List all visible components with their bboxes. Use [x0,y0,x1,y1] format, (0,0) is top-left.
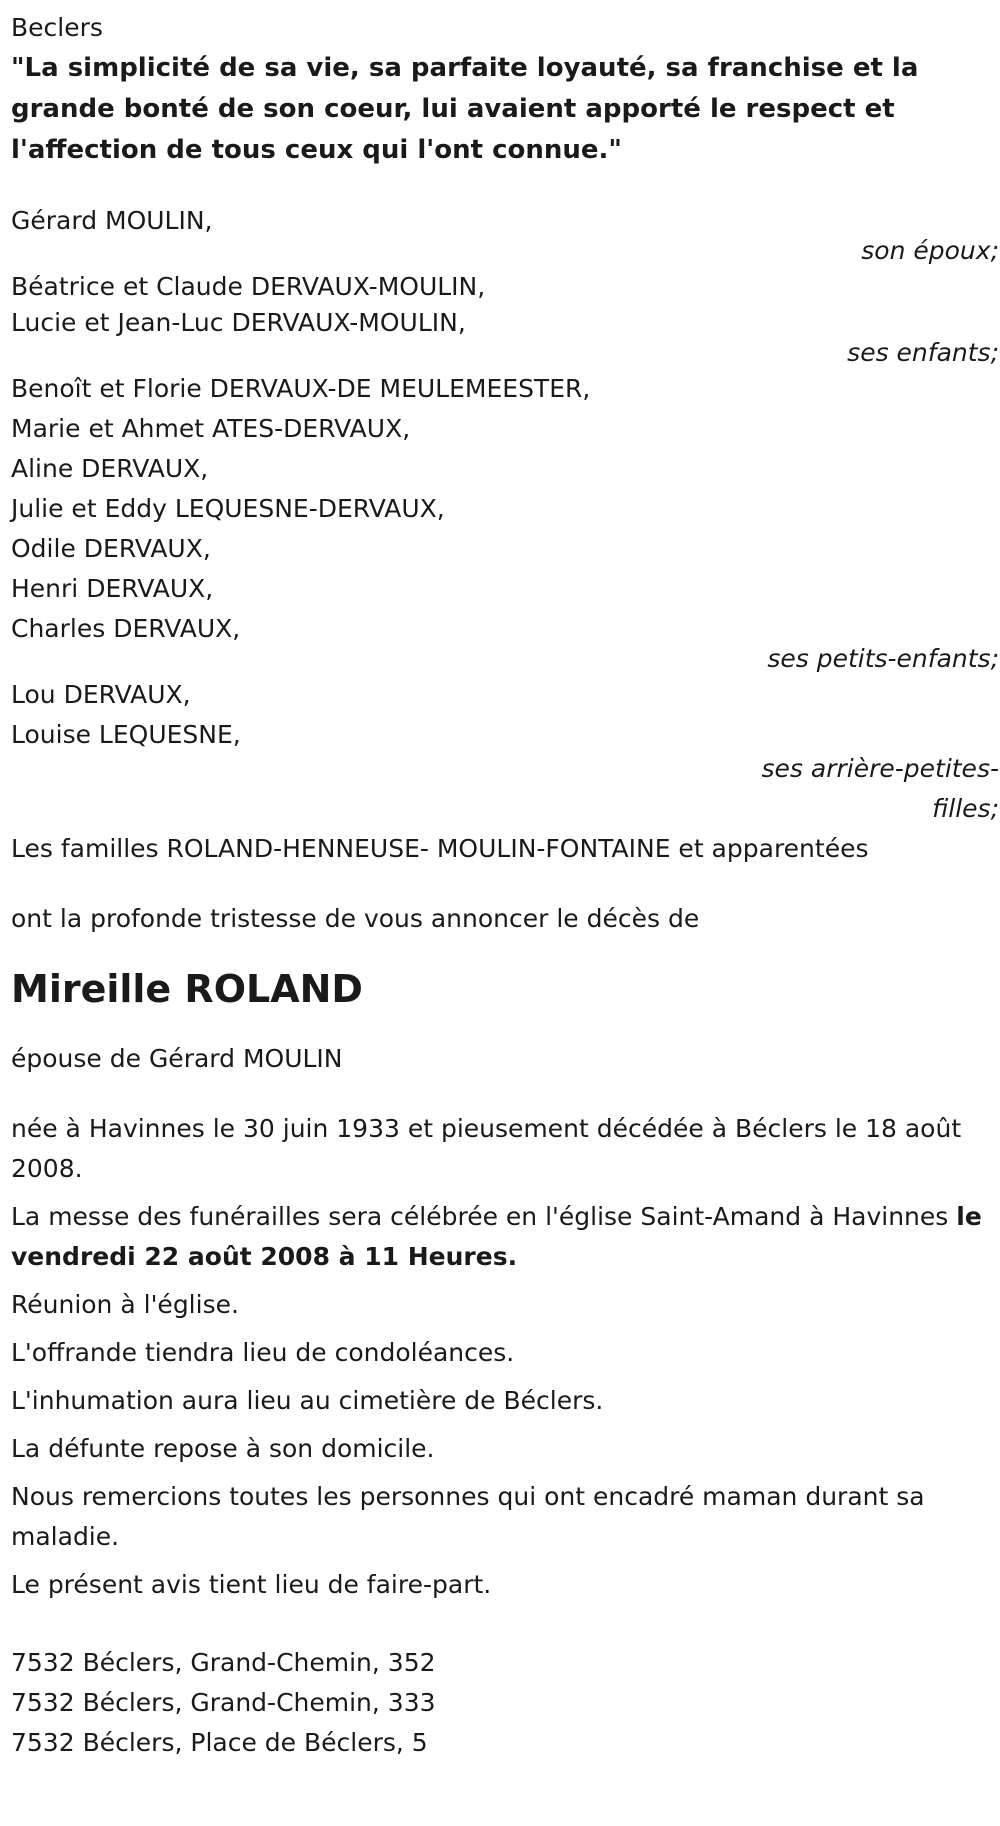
address-list [11,1643,999,1763]
obituary-content [11,8,999,1763]
deceased-name: Mireille ROLAND [11,967,363,1011]
family-member: Lucie et Jean-Luc DERVAUX-MOULIN, [11,308,466,337]
address-line: 7532 Béclers, Grand-Chemin, 352 [11,1648,436,1677]
memorial-quote: "La simplicité de sa vie, sa parfaite loyauté, sa franchise et la grande bonté de son coeur, lui avaient apporté le respect et l'affection de tous ceux qui l'ont connue." [11,53,919,165]
family-member: Marie et Ahmet ATES-DERVAUX, [11,414,411,443]
families-line: Les familles ROLAND-HENNEUSE- MOULIN-FONTAINE et apparentées [11,834,869,863]
mass-prefix: La messe des funérailles sera célébrée en l'église Saint-Amand à Havinnes [11,1202,957,1231]
family-member: Benoît et Florie DERVAUX-DE MEULEMEESTER, [11,374,591,403]
family-group-children [11,267,999,373]
mass-text [11,1197,999,1277]
burial-text: L'inhumation aura lieu au cimetière de Béclers. [11,1386,604,1415]
family-member: Béatrice et Claude DERVAUX-MOULIN, [11,272,486,301]
spacer [11,1079,999,1109]
address-line: 7532 Béclers, Place de Béclers, 5 [11,1728,428,1757]
family-member: Odile DERVAUX, [11,534,211,563]
family-member: Charles DERVAUX, [11,614,241,643]
announcement-text: ont la profonde tristesse de vous annoncer le décès de [11,904,700,933]
family-member: Julie et Eddy LEQUESNE-DERVAUX, [11,494,445,523]
birth-death-text: née à Havinnes le 30 juin 1933 et pieusement décédée à Béclers le 18 août 2008. [11,1114,962,1183]
mass-date: le vendredi 22 août 2008 à 11 Heures. [11,1202,982,1271]
relation-label: son époux; [861,236,999,265]
meeting-text: Réunion à l'église. [11,1290,239,1319]
family-member: Henri DERVAUX, [11,574,214,603]
spacer [11,171,999,201]
family-group-spouse [11,201,999,271]
relation-label: ses enfants; [847,338,999,367]
repose-text: La défunte repose à son domicile. [11,1434,435,1463]
spouse-line: épouse de Gérard MOULIN [11,1044,343,1073]
spacer [11,869,999,899]
family-group-grandchildren [11,369,999,679]
offering-text: L'offrande tiendra lieu de condoléances. [11,1338,515,1367]
family-member: Louise LEQUESNE, [11,720,241,749]
relation-label: ses arrière-petites-filles; [761,754,999,823]
relation-label: ses petits-enfants; [767,644,999,673]
family-member: Lou DERVAUX, [11,680,191,709]
family-member: Aline DERVAUX, [11,454,209,483]
spacer [11,1613,999,1643]
thanks-text: Nous remercions toutes les personnes qui ont encadré maman durant sa maladie. [11,1482,925,1551]
family-group-great-grandchildren [11,675,999,829]
family-member: Gérard MOULIN, [11,206,213,235]
town-name: Beclers [11,13,103,42]
notice-text: Le présent avis tient lieu de faire-part. [11,1570,492,1599]
address-line: 7532 Béclers, Grand-Chemin, 333 [11,1688,436,1717]
spacer [11,1017,999,1039]
spacer [11,939,999,961]
